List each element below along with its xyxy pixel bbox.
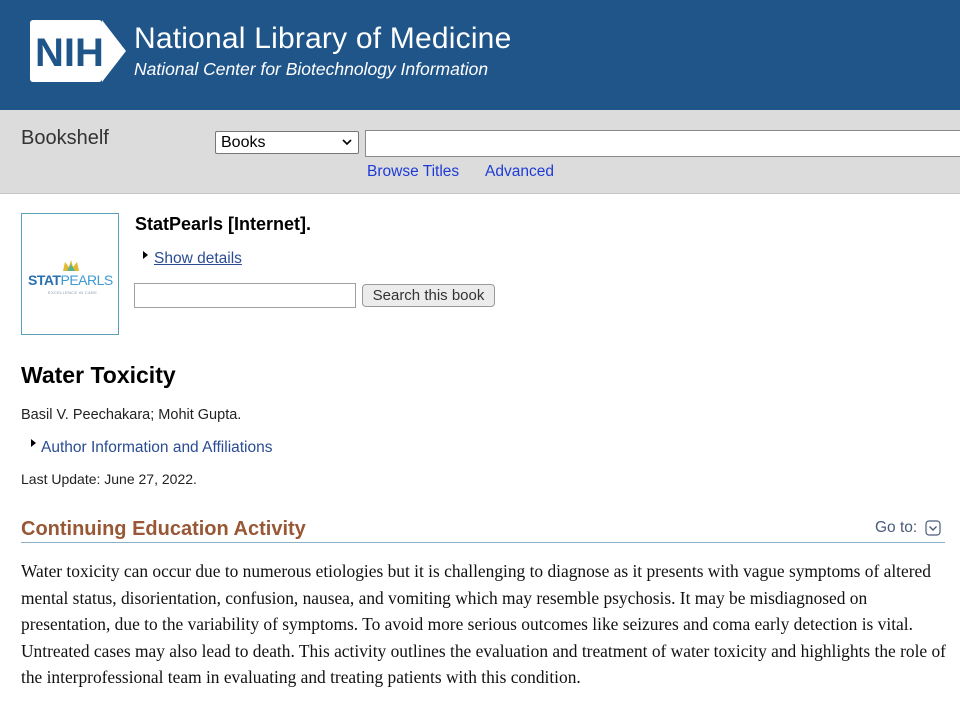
banner-subtitle[interactable]: National Center for Biotechnology Information — [134, 59, 489, 79]
cover-brand-light: PEARLS — [60, 272, 113, 288]
svg-text:NIH: NIH — [35, 31, 104, 75]
article-authors: Basil V. Peechakara; Mohit Gupta. — [21, 407, 242, 423]
book-search-input[interactable] — [134, 283, 356, 308]
database-select[interactable] — [215, 131, 359, 154]
database-select-value: Books — [221, 134, 266, 151]
section-divider — [21, 542, 945, 543]
cover-brand — [28, 272, 113, 288]
crown-icon — [62, 260, 80, 272]
last-update: Last Update: June 27, 2022. — [21, 471, 197, 487]
chevron-down-icon — [340, 135, 354, 149]
chevron-down-box-icon[interactable] — [925, 520, 941, 536]
cover-brand-bold: STAT — [28, 272, 61, 288]
goto-menu[interactable]: Go to: — [875, 519, 918, 536]
banner-title[interactable]: National Library of Medicine — [134, 22, 512, 55]
article-title: Water Toxicity — [21, 362, 176, 388]
nih-banner — [0, 0, 960, 110]
section-title: Continuing Education Activity — [21, 518, 306, 540]
show-details-link[interactable]: Show details — [154, 250, 242, 267]
bookshelf-search-input[interactable] — [365, 130, 960, 157]
bookshelf-label[interactable]: Bookshelf — [21, 127, 109, 149]
expand-triangle-icon[interactable] — [143, 251, 148, 259]
bookshelf-search-bar — [0, 110, 960, 194]
nih-logo-icon[interactable] — [30, 20, 126, 82]
author-affiliations-link[interactable]: Author Information and Affiliations — [41, 439, 273, 456]
search-this-book-button[interactable]: Search this book — [362, 284, 495, 307]
advanced-search-link[interactable]: Advanced — [485, 163, 554, 180]
expand-triangle-icon[interactable] — [31, 439, 36, 447]
browse-titles-link[interactable]: Browse Titles — [367, 163, 460, 180]
book-cover[interactable] — [21, 213, 119, 335]
section-paragraph: Water toxicity can occur due to numerous etiologies but it is challenging to diagnose as it presents with vague symptoms of altered mental status, disorientation, confusion, nausea, and vomiting which may resemble psychosis. It may be misdiagnosed on presentation, due to the variability of symptoms. To avoid more serious outcomes like seizures and coma early detection is vital. Untreated cases may also lead to death. This activity outlines the evaluation and treatment of water toxicity and highlights the role of the interprofessional team in evaluating and treating patients with this condition. — [21, 561, 946, 688]
book-title: StatPearls [Internet]. — [135, 214, 312, 234]
cover-tagline: EXCELLENCE IN CARE — [48, 290, 98, 295]
